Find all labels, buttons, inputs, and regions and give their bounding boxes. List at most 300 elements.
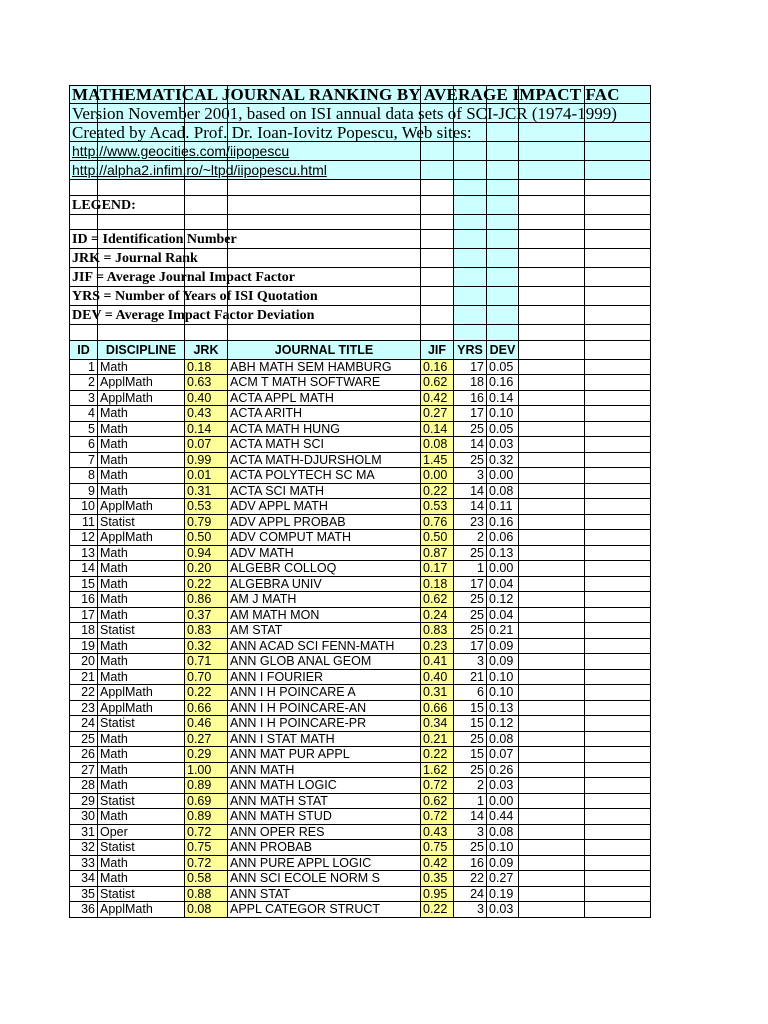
cell-journal-title: ANN STAT [228, 887, 421, 903]
cell-yrs: 16 [454, 391, 487, 407]
cell-yrs: 15 [454, 716, 487, 732]
table-row [69, 763, 651, 779]
cell-id: 30 [69, 809, 98, 825]
journal-table-body [69, 360, 651, 918]
cell-discipline: ApplMath [98, 685, 185, 701]
blank-row [69, 215, 651, 231]
cell-journal-title: ACTA APPL MATH [228, 391, 421, 407]
empty-cell [585, 391, 651, 407]
cell-jif: 0.53 [421, 499, 454, 515]
cell-journal-title: ANN PURE APPL LOGIC [228, 856, 421, 872]
cell-jif: 0.00 [421, 468, 454, 484]
empty-cell [585, 515, 651, 531]
cell-id: 25 [69, 732, 98, 748]
empty-cell [585, 685, 651, 701]
cell-dev: 0.05 [487, 422, 519, 438]
cell-jif: 0.50 [421, 530, 454, 546]
cell-dev: 0.09 [487, 654, 519, 670]
cell-id: 26 [69, 747, 98, 763]
cell-dev: 0.27 [487, 871, 519, 887]
cell-jrk: 0.50 [185, 530, 228, 546]
legend-row [69, 268, 651, 287]
cell-discipline: Statist [98, 515, 185, 531]
cell-journal-title: ACTA MATH HUNG [228, 422, 421, 438]
cell-dev: 0.16 [487, 515, 519, 531]
empty-cell [585, 561, 651, 577]
cell-dev: 0.03 [487, 778, 519, 794]
cell-jrk: 0.58 [185, 871, 228, 887]
cell-yrs: 17 [454, 577, 487, 593]
empty-cell [519, 794, 585, 810]
legend-item-dev: DEV = Average Impact Factor Deviation [72, 308, 315, 323]
cell-jif: 0.22 [421, 747, 454, 763]
cell-id: 4 [69, 406, 98, 422]
table-row [69, 515, 651, 531]
cell-journal-title: ACTA MATH SCI [228, 437, 421, 453]
empty-cell [585, 499, 651, 515]
cell-yrs: 23 [454, 515, 487, 531]
empty-cell [585, 453, 651, 469]
cell-dev: 0.19 [487, 887, 519, 903]
title-row [69, 85, 651, 104]
table-row [69, 887, 651, 903]
cell-discipline: Math [98, 592, 185, 608]
cell-jrk: 0.14 [185, 422, 228, 438]
cell-id: 13 [69, 546, 98, 562]
empty-cell [519, 809, 585, 825]
legend-row [69, 230, 651, 249]
cell-jrk: 0.69 [185, 794, 228, 810]
cell-id: 17 [69, 608, 98, 624]
cell-journal-title: ACTA POLYTECH SC MA [228, 468, 421, 484]
author-note: Created by Acad. Prof. Dr. Ioan-Iovitz Popescu, Web sites: [72, 123, 472, 142]
cell-yrs: 18 [454, 375, 487, 391]
url-row-2 [69, 161, 651, 180]
empty-cell [585, 778, 651, 794]
cell-jrk: 0.01 [185, 468, 228, 484]
cell-jrk: 0.43 [185, 406, 228, 422]
cell-discipline: Math [98, 468, 185, 484]
cell-journal-title: ANN MATH [228, 763, 421, 779]
table-row [69, 716, 651, 732]
table-row [69, 577, 651, 593]
table-row [69, 499, 651, 515]
cell-journal-title: AM MATH MON [228, 608, 421, 624]
cell-discipline: Math [98, 670, 185, 686]
table-row [69, 406, 651, 422]
table-row [69, 902, 651, 918]
table-row [69, 546, 651, 562]
empty-cell [585, 840, 651, 856]
empty-cell [519, 484, 585, 500]
cell-discipline: Math [98, 639, 185, 655]
cell-jrk: 1.00 [185, 763, 228, 779]
cell-journal-title: ANN MATH LOGIC [228, 778, 421, 794]
blank-row [69, 180, 651, 196]
cell-discipline: Math [98, 608, 185, 624]
empty-cell [519, 639, 585, 655]
empty-cell [585, 887, 651, 903]
empty-cell [519, 375, 585, 391]
cell-jif: 0.43 [421, 825, 454, 841]
cell-jif: 0.23 [421, 639, 454, 655]
empty-cell [585, 732, 651, 748]
cell-jif: 0.18 [421, 577, 454, 593]
cell-yrs: 25 [454, 608, 487, 624]
cell-journal-title: ANN I H POINCARE-PR [228, 716, 421, 732]
cell-discipline: Math [98, 654, 185, 670]
cell-yrs: 15 [454, 747, 487, 763]
empty-cell [585, 530, 651, 546]
cell-id: 6 [69, 437, 98, 453]
cell-id: 27 [69, 763, 98, 779]
cell-id: 35 [69, 887, 98, 903]
cell-jif: 0.72 [421, 809, 454, 825]
table-row [69, 871, 651, 887]
cell-dev: 0.12 [487, 716, 519, 732]
cell-id: 19 [69, 639, 98, 655]
cell-discipline: Math [98, 809, 185, 825]
cell-discipline: Math [98, 561, 185, 577]
cell-discipline: Statist [98, 716, 185, 732]
col-header-jif: JIF [421, 341, 454, 360]
cell-id: 1 [69, 360, 98, 376]
table-row [69, 453, 651, 469]
cell-jif: 0.40 [421, 670, 454, 686]
cell-journal-title: ANN MATH STAT [228, 794, 421, 810]
cell-dev: 0.06 [487, 530, 519, 546]
cell-journal-title: AM STAT [228, 623, 421, 639]
cell-jif: 0.31 [421, 685, 454, 701]
cell-id: 16 [69, 592, 98, 608]
cell-yrs: 6 [454, 685, 487, 701]
cell-journal-title: ACTA SCI MATH [228, 484, 421, 500]
url-row-1 [69, 142, 651, 161]
table-row [69, 670, 651, 686]
cell-yrs: 17 [454, 406, 487, 422]
cell-jif: 0.27 [421, 406, 454, 422]
empty-cell [585, 639, 651, 655]
cell-dev: 0.05 [487, 360, 519, 376]
cell-yrs: 25 [454, 453, 487, 469]
cell-discipline: Math [98, 577, 185, 593]
empty-cell [519, 685, 585, 701]
empty-cell [585, 546, 651, 562]
cell-jif: 0.75 [421, 840, 454, 856]
cell-jrk: 0.70 [185, 670, 228, 686]
cell-dev: 0.07 [487, 747, 519, 763]
cell-discipline: Math [98, 360, 185, 376]
cell-dev: 0.16 [487, 375, 519, 391]
legend-item-jrk: JRK = Journal Rank [72, 251, 198, 266]
cell-discipline: Math [98, 763, 185, 779]
cell-journal-title: ANN MAT PUR APPL [228, 747, 421, 763]
empty-cell [519, 763, 585, 779]
cell-yrs: 14 [454, 809, 487, 825]
empty-cell [585, 670, 651, 686]
cell-dev: 0.10 [487, 840, 519, 856]
cell-discipline: Math [98, 546, 185, 562]
empty-cell [585, 654, 651, 670]
cell-journal-title: ALGEBR COLLOQ [228, 561, 421, 577]
cell-id: 5 [69, 422, 98, 438]
empty-cell [585, 856, 651, 872]
empty-cell [519, 701, 585, 717]
legend-row [69, 306, 651, 325]
cell-jif: 0.22 [421, 484, 454, 500]
cell-id: 11 [69, 515, 98, 531]
cell-discipline: Math [98, 406, 185, 422]
cell-journal-title: ANN I H POINCARE-AN [228, 701, 421, 717]
cell-yrs: 14 [454, 437, 487, 453]
table-row [69, 437, 651, 453]
table-row [69, 592, 651, 608]
cell-dev: 0.12 [487, 592, 519, 608]
table-row [69, 530, 651, 546]
cell-jrk: 0.89 [185, 778, 228, 794]
cell-yrs: 25 [454, 840, 487, 856]
empty-cell [585, 716, 651, 732]
cell-discipline: Math [98, 732, 185, 748]
cell-jif: 0.17 [421, 561, 454, 577]
cell-yrs: 25 [454, 732, 487, 748]
cell-dev: 0.08 [487, 825, 519, 841]
cell-yrs: 25 [454, 592, 487, 608]
cell-discipline: Math [98, 437, 185, 453]
cell-journal-title: ADV COMPUT MATH [228, 530, 421, 546]
empty-cell [519, 546, 585, 562]
cell-id: 24 [69, 716, 98, 732]
empty-cell [585, 701, 651, 717]
cell-discipline: Statist [98, 887, 185, 903]
table-row [69, 654, 651, 670]
cell-jrk: 0.72 [185, 856, 228, 872]
empty-cell [585, 422, 651, 438]
cell-id: 20 [69, 654, 98, 670]
empty-cell [519, 515, 585, 531]
cell-journal-title: ANN MATH STUD [228, 809, 421, 825]
cell-id: 29 [69, 794, 98, 810]
empty-cell [519, 716, 585, 732]
empty-cell [519, 406, 585, 422]
empty-cell [585, 902, 651, 918]
cell-discipline: Math [98, 453, 185, 469]
cell-jrk: 0.53 [185, 499, 228, 515]
empty-cell [519, 453, 585, 469]
website-link-1[interactable]: http://www.geocities.com/iipopescu [72, 143, 290, 159]
cell-dev: 0.26 [487, 763, 519, 779]
cell-jif: 0.42 [421, 856, 454, 872]
legend-row [69, 249, 651, 268]
cell-jif: 0.34 [421, 716, 454, 732]
cell-yrs: 3 [454, 468, 487, 484]
empty-cell [585, 825, 651, 841]
cell-dev: 0.03 [487, 437, 519, 453]
cell-discipline: Statist [98, 623, 185, 639]
cell-jrk: 0.79 [185, 515, 228, 531]
cell-yrs: 15 [454, 701, 487, 717]
cell-jif: 0.72 [421, 778, 454, 794]
cell-dev: 0.13 [487, 701, 519, 717]
cell-id: 10 [69, 499, 98, 515]
cell-jrk: 0.08 [185, 902, 228, 918]
table-row [69, 484, 651, 500]
cell-id: 31 [69, 825, 98, 841]
cell-dev: 0.03 [487, 902, 519, 918]
cell-jrk: 0.27 [185, 732, 228, 748]
website-link-2[interactable]: http://alpha2.infim.ro/~ltpd/iipopescu.html [72, 162, 327, 178]
cell-dev: 0.09 [487, 639, 519, 655]
cell-yrs: 1 [454, 794, 487, 810]
empty-cell [519, 577, 585, 593]
legend-heading-row [69, 196, 651, 215]
version-row [69, 104, 651, 123]
cell-discipline: Math [98, 778, 185, 794]
col-header-jrk: JRK [185, 341, 228, 360]
cell-discipline: Math [98, 747, 185, 763]
col-header-dev: DEV [487, 341, 519, 360]
cell-jrk: 0.94 [185, 546, 228, 562]
table-row [69, 422, 651, 438]
table-row [69, 468, 651, 484]
cell-jif: 0.42 [421, 391, 454, 407]
cell-jif: 0.95 [421, 887, 454, 903]
cell-journal-title: ANN I STAT MATH [228, 732, 421, 748]
cell-jif: 0.41 [421, 654, 454, 670]
cell-jif: 1.45 [421, 453, 454, 469]
table-row [69, 561, 651, 577]
sheet-title: MATHEMATICAL JOURNAL RANKING BY AVERAGE IMPACT FAC [72, 85, 620, 104]
author-row [69, 123, 651, 142]
cell-discipline: ApplMath [98, 375, 185, 391]
empty-cell [519, 561, 585, 577]
cell-journal-title: ANN ACAD SCI FENN-MATH [228, 639, 421, 655]
cell-journal-title: ANN GLOB ANAL GEOM [228, 654, 421, 670]
empty-cell [519, 360, 585, 376]
empty-cell [519, 530, 585, 546]
cell-jif: 0.62 [421, 375, 454, 391]
cell-journal-title: ANN I FOURIER [228, 670, 421, 686]
empty-cell [585, 360, 651, 376]
cell-dev: 0.11 [487, 499, 519, 515]
cell-jrk: 0.72 [185, 825, 228, 841]
cell-jrk: 0.46 [185, 716, 228, 732]
table-row [69, 747, 651, 763]
cell-journal-title: ANN SCI ECOLE NORM S [228, 871, 421, 887]
cell-dev: 0.21 [487, 623, 519, 639]
cell-jif: 0.76 [421, 515, 454, 531]
cell-discipline: Math [98, 422, 185, 438]
empty-cell [585, 809, 651, 825]
cell-journal-title: ALGEBRA UNIV [228, 577, 421, 593]
empty-cell [519, 437, 585, 453]
cell-journal-title: ACTA MATH-DJURSHOLM [228, 453, 421, 469]
col-header-id: ID [69, 341, 98, 360]
empty-cell [585, 437, 651, 453]
cell-yrs: 14 [454, 499, 487, 515]
version-note: Version November 2001, based on ISI annual data sets of SCI-JCR (1974-1999) [72, 104, 617, 123]
cell-id: 36 [69, 902, 98, 918]
table-row [69, 375, 651, 391]
cell-jrk: 0.99 [185, 453, 228, 469]
empty-cell [585, 871, 651, 887]
table-row [69, 608, 651, 624]
cell-jrk: 0.88 [185, 887, 228, 903]
cell-discipline: ApplMath [98, 391, 185, 407]
empty-cell [519, 608, 585, 624]
cell-jif: 0.21 [421, 732, 454, 748]
cell-journal-title: ADV MATH [228, 546, 421, 562]
cell-yrs: 14 [454, 484, 487, 500]
cell-dev: 0.00 [487, 561, 519, 577]
cell-jrk: 0.07 [185, 437, 228, 453]
cell-dev: 0.08 [487, 732, 519, 748]
empty-cell [519, 422, 585, 438]
cell-yrs: 3 [454, 825, 487, 841]
cell-yrs: 21 [454, 670, 487, 686]
cell-journal-title: APPL CATEGOR STRUCT [228, 902, 421, 918]
cell-jrk: 0.75 [185, 840, 228, 856]
table-row [69, 840, 651, 856]
cell-journal-title: ACTA ARITH [228, 406, 421, 422]
table-row [69, 778, 651, 794]
table-row [69, 825, 651, 841]
cell-yrs: 2 [454, 530, 487, 546]
cell-jrk: 0.89 [185, 809, 228, 825]
cell-journal-title: ANN OPER RES [228, 825, 421, 841]
cell-jrk: 0.83 [185, 623, 228, 639]
cell-journal-title: ADV APPL MATH [228, 499, 421, 515]
cell-jrk: 0.71 [185, 654, 228, 670]
empty-cell [519, 747, 585, 763]
empty-cell [519, 499, 585, 515]
empty-cell [519, 856, 585, 872]
empty-cell [585, 592, 651, 608]
cell-discipline: Math [98, 871, 185, 887]
cell-discipline: Oper [98, 825, 185, 841]
cell-yrs: 22 [454, 871, 487, 887]
cell-yrs: 25 [454, 763, 487, 779]
empty-cell [519, 840, 585, 856]
cell-id: 14 [69, 561, 98, 577]
cell-yrs: 3 [454, 654, 487, 670]
cell-id: 32 [69, 840, 98, 856]
empty-cell [585, 577, 651, 593]
empty-cell [519, 732, 585, 748]
col-header-yrs: YRS [454, 341, 487, 360]
cell-id: 9 [69, 484, 98, 500]
column-header-row [69, 341, 651, 360]
cell-dev: 0.00 [487, 468, 519, 484]
empty-cell [519, 670, 585, 686]
cell-jrk: 0.31 [185, 484, 228, 500]
cell-discipline: Statist [98, 840, 185, 856]
cell-jrk: 0.22 [185, 685, 228, 701]
cell-discipline: ApplMath [98, 530, 185, 546]
cell-dev: 0.10 [487, 406, 519, 422]
cell-discipline: Statist [98, 794, 185, 810]
cell-dev: 0.10 [487, 685, 519, 701]
spreadsheet [69, 85, 651, 918]
empty-cell [585, 484, 651, 500]
legend-row [69, 287, 651, 306]
cell-jif: 0.87 [421, 546, 454, 562]
cell-id: 33 [69, 856, 98, 872]
table-row [69, 856, 651, 872]
cell-jrk: 0.40 [185, 391, 228, 407]
cell-journal-title: ANN I H POINCARE A [228, 685, 421, 701]
cell-id: 28 [69, 778, 98, 794]
